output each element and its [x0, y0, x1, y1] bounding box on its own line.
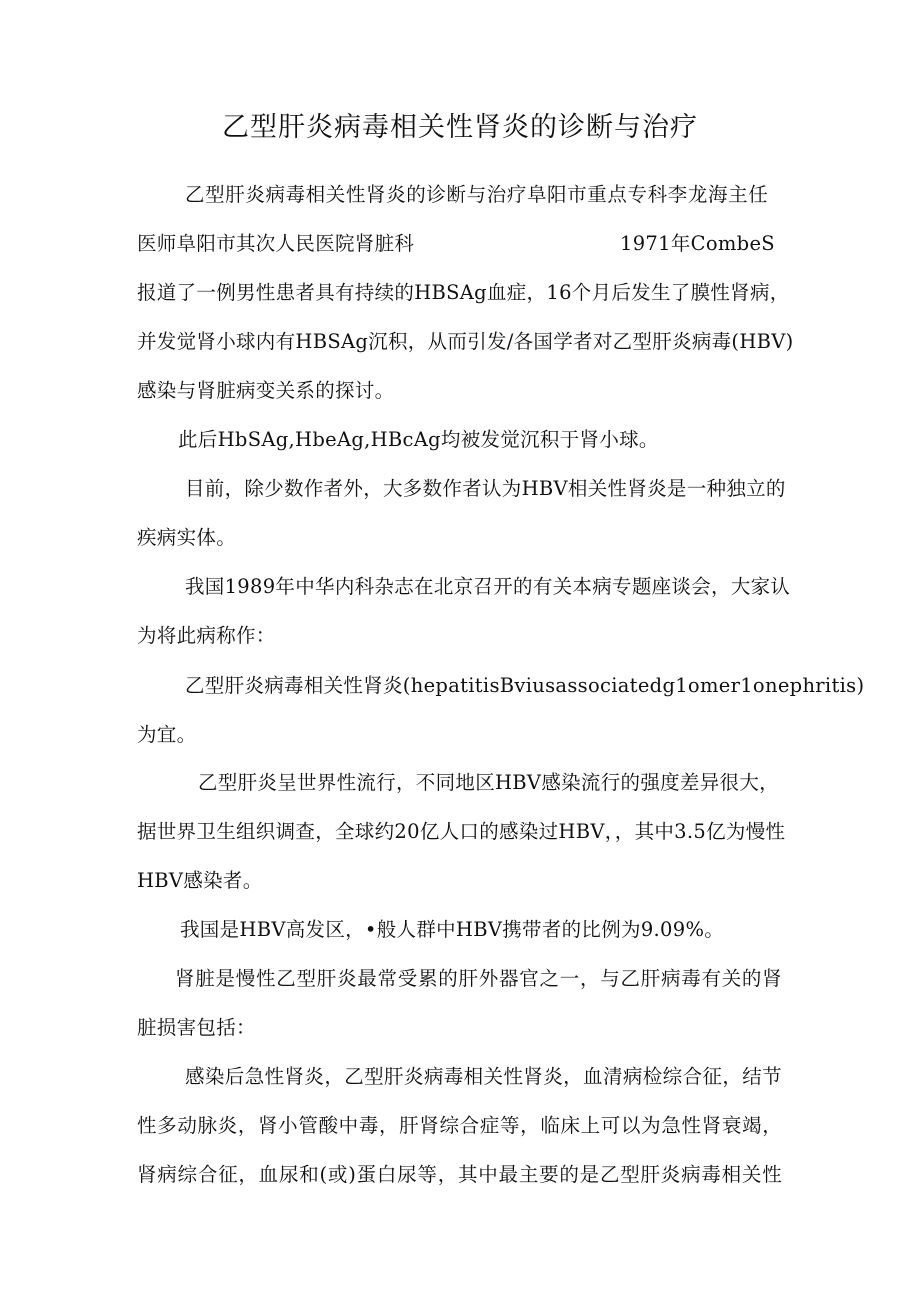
body-line: 疾病实体。 [137, 526, 237, 549]
body-line: 此后HbSAg,HbeAg,HBcAg均被发觉沉积于肾小球。 [178, 428, 659, 451]
body-line: HBV感染者。 [137, 869, 263, 892]
body-line: 报道了一例男性患者具有持续的HBSAg血症，16个月后发生了膜性肾病， [137, 281, 790, 304]
body-line: 乙型肝炎呈世界性流行，不同地区HBV感染流行的强度差异很大， [198, 771, 779, 794]
body-line: 为将此病称作： [137, 624, 276, 647]
body-line: 我国1989年中华内科杂志在北京召开的有关本病专题座谈会，大家认 [185, 575, 791, 598]
body-line: 感染后急性肾炎，乙型肝炎病毒相关性肾炎，血清病检综合征，结节 [185, 1065, 782, 1088]
body-line: 乙型肝炎病毒相关性肾炎(hepatitisBviusassociatedg1omer1onephritis) [185, 674, 865, 697]
body-line: 肾脏是慢性乙型肝炎最常受累的肝外器官之一，与乙肝病毒有关的肾 [175, 967, 782, 990]
body-line: 据世界卫生组织调查，全球约20亿人口的感染过HBV，，其中3.5亿为慢性 [137, 820, 786, 843]
body-line: 目前，除少数作者外，大多数作者认为HBV相关性肾炎是一种独立的 [185, 477, 786, 500]
body-line: 脏损害包括： [137, 1016, 256, 1039]
body-line: 肾病综合征，血尿和(或)蛋白尿等，其中最主要的是乙型肝炎病毒相关性 [137, 1163, 782, 1186]
body-line: 并发觉肾小球内有HBSAg沉积，从而引发/各国学者对乙型肝炎病毒(HBV) [137, 330, 794, 353]
body-line: 为宜。 [137, 723, 197, 746]
document-title: 乙型肝炎病毒相关性肾炎的诊断与治疗 [222, 112, 698, 143]
body-line: 我国是HBV高发区，•般人群中HBV携带者的比例为9.09%。 [180, 918, 725, 941]
body-line: 性多动脉炎，肾小管酸中毒，肝肾综合症等，临床上可以为急性肾衰竭， [137, 1114, 782, 1137]
body-line: 乙型肝炎病毒相关性肾炎的诊断与治疗阜阳市重点专科李龙海主任 [185, 183, 768, 206]
body-line: 1971年CombeS [620, 232, 775, 255]
body-line: 医师阜阳市其次人民医院肾脏科 [137, 232, 415, 255]
body-line: 感染与肾脏病变关系的探讨。 [137, 379, 395, 402]
